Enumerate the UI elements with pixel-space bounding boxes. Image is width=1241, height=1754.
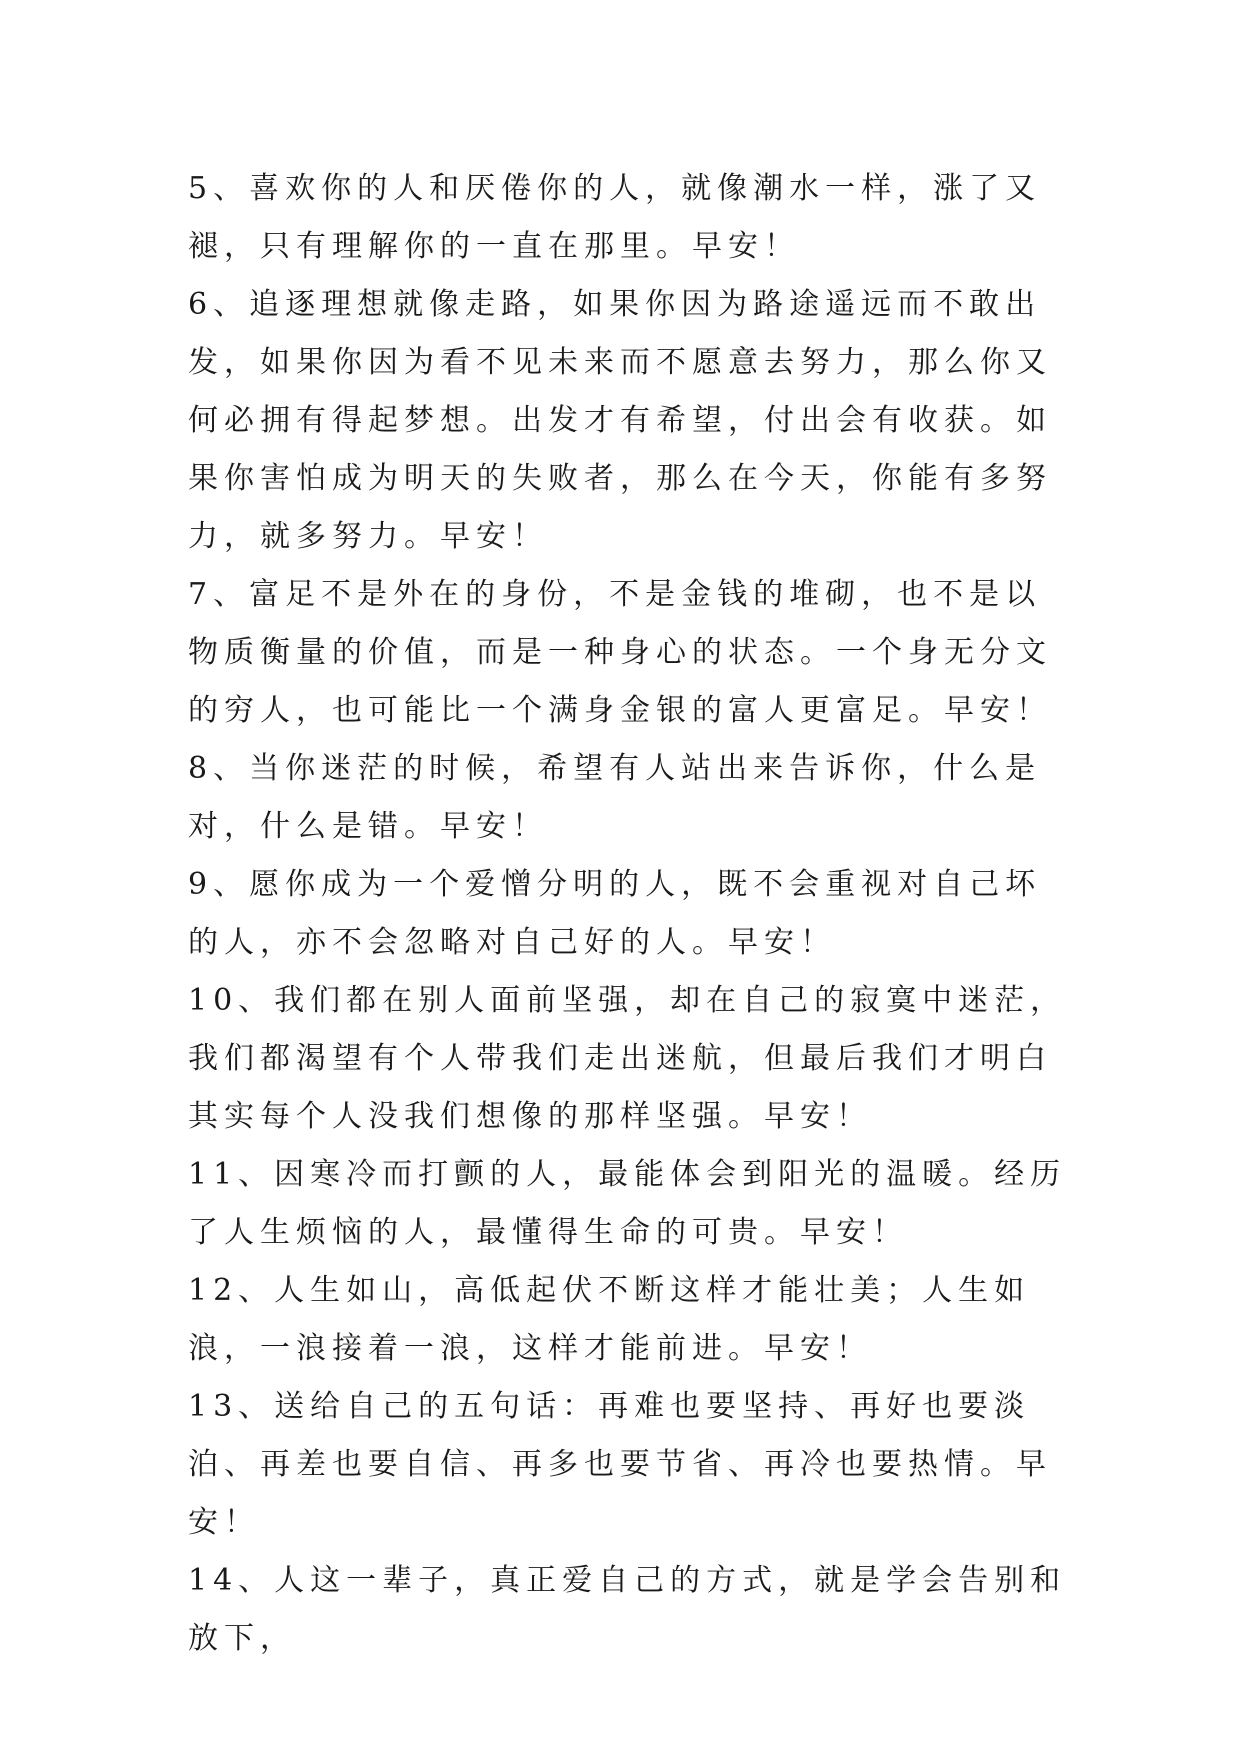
paragraph-14: 14、人这一辈子，真正爱自己的方式，就是学会告别和放下， (188, 1563, 1067, 1656)
paragraph-13: 13、送给自己的五句话：再难也要坚持、再好也要淡泊、再差也要自信、再多也要节省、再冷也要热情。早安！ (188, 1389, 1052, 1540)
paragraph-6: 6、追逐理想就像走路，如果你因为路途遥远而不敢出发，如果你因为看不见未来而不愿意去努力，那么你又何必拥有得起梦想。出发才有希望，付出会有收获。如果你害怕成为明天的失败者，那么在今天，你能有多努力，就多努力。早安！ (188, 287, 1052, 554)
document-body (188, 160, 1068, 1668)
paragraph-7: 7、富足不是外在的身份，不是金钱的堆砌，也不是以物质衡量的价值，而是一种身心的状态。一个身无分文的穷人，也可能比一个满身金银的富人更富足。早安！ (188, 577, 1052, 728)
paragraph-8: 8、当你迷茫的时候，希望有人站出来告诉你，什么是对，什么是错。早安！ (188, 751, 1042, 844)
paragraph-5: 5、喜欢你的人和厌倦你的人，就像潮水一样，涨了又褪，只有理解你的一直在那里。早安！ (188, 171, 1042, 264)
paragraph-12: 12、人生如山，高低起伏不断这样才能壮美；人生如浪，一浪接着一浪，这样才能前进。早安！ (188, 1273, 1031, 1366)
paragraph-11: 11、因寒冷而打颤的人，最能体会到阳光的温暖。经历了人生烦恼的人，最懂得生命的可贵。早安！ (188, 1157, 1067, 1250)
paragraph-10: 10、我们都在别人面前坚强，却在自己的寂寞中迷茫，我们都渴望有个人带我们走出迷航，但最后我们才明白其实每个人没我们想像的那样坚强。早安！ (188, 983, 1067, 1134)
paragraph-9: 9、愿你成为一个爱憎分明的人，既不会重视对自己坏的人，亦不会忽略对自己好的人。早安！ (188, 867, 1042, 960)
